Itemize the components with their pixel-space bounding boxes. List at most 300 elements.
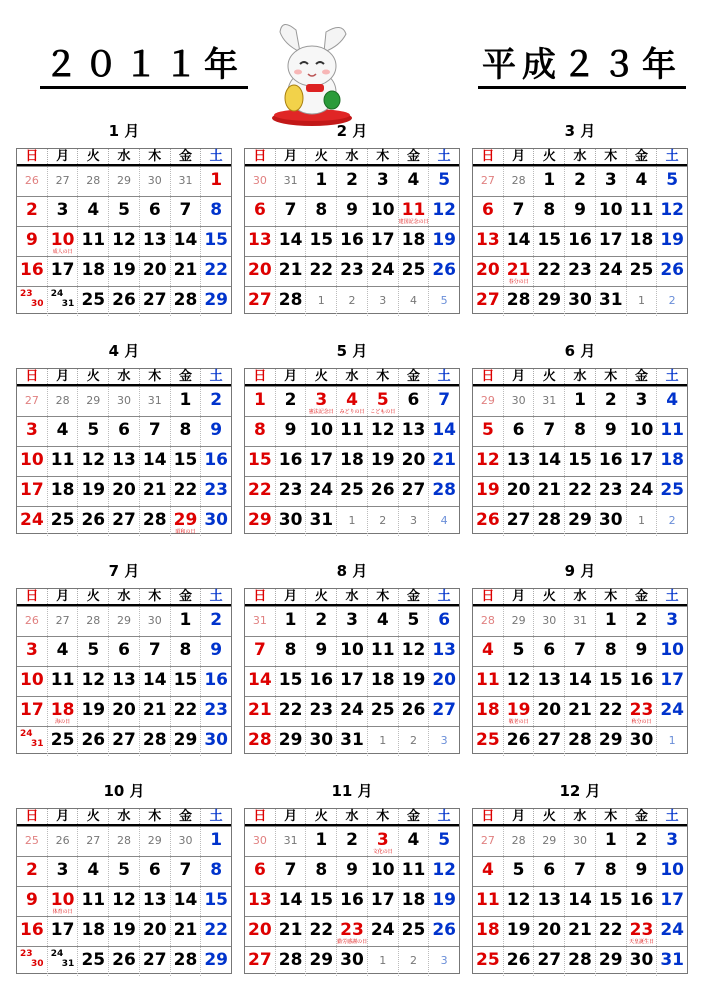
day-number: 14 bbox=[568, 670, 592, 690]
weekday-label: 金 bbox=[398, 149, 429, 164]
week-row bbox=[17, 416, 231, 446]
day-cell bbox=[336, 727, 367, 756]
week-row bbox=[245, 256, 459, 286]
day-number: 10 bbox=[50, 230, 75, 250]
holiday-cell bbox=[47, 227, 78, 256]
week-row bbox=[473, 726, 687, 756]
day-cell bbox=[336, 227, 367, 256]
day-number: 9 bbox=[635, 640, 648, 660]
day-cell bbox=[108, 447, 139, 476]
day-number: 3 bbox=[635, 390, 648, 410]
day-cell bbox=[305, 857, 336, 886]
day-cell bbox=[533, 287, 564, 316]
day-cell bbox=[305, 447, 336, 476]
day-cell bbox=[275, 947, 306, 976]
day-cell bbox=[564, 477, 595, 506]
weekday-label: 日 bbox=[25, 149, 39, 164]
holiday-name: 文化の日 bbox=[372, 849, 393, 855]
week-row bbox=[17, 726, 231, 756]
day-number: 9 bbox=[210, 420, 223, 440]
day-cell bbox=[503, 417, 534, 446]
day-number: 7 bbox=[574, 860, 586, 880]
day-number: 9 bbox=[25, 890, 38, 910]
day-cell bbox=[108, 227, 139, 256]
day-cell bbox=[656, 607, 687, 636]
day-number: 29 bbox=[117, 614, 132, 627]
day-number: 16 bbox=[629, 670, 654, 690]
day-number: 7 bbox=[253, 640, 266, 660]
day-cell bbox=[77, 827, 108, 856]
day-number: 2 bbox=[284, 390, 297, 410]
day-cell bbox=[108, 667, 139, 696]
weekday-label: 月 bbox=[275, 589, 306, 604]
weekday-label: 火 bbox=[533, 809, 564, 824]
day-cell bbox=[77, 197, 108, 226]
day-cell bbox=[200, 887, 231, 916]
holiday-name: みどりの日 bbox=[339, 409, 365, 415]
day-number: 22 bbox=[309, 260, 334, 280]
day-cell bbox=[336, 197, 367, 226]
day-number: 29 bbox=[568, 510, 592, 530]
day-cell bbox=[108, 387, 139, 416]
week-row bbox=[17, 196, 231, 226]
month-label: 3 月 bbox=[564, 122, 596, 140]
day-number: 24 bbox=[20, 510, 44, 530]
weekday-label: 木 bbox=[139, 589, 170, 604]
day-number: 18 bbox=[401, 890, 426, 910]
week-row bbox=[17, 946, 231, 976]
day-number: 31 bbox=[340, 730, 364, 750]
day-cell bbox=[275, 167, 306, 196]
day-cell bbox=[367, 697, 398, 726]
day-number: 7 bbox=[179, 200, 192, 220]
day-number: 1 bbox=[284, 610, 297, 630]
day-number: 13 bbox=[112, 670, 136, 690]
holiday-name: 天皇誕生日 bbox=[628, 939, 654, 945]
day-cell bbox=[428, 667, 459, 696]
day-number: 15 bbox=[309, 230, 334, 250]
day-cell bbox=[275, 417, 306, 446]
day-number: 14 bbox=[537, 450, 562, 470]
day-cell bbox=[398, 607, 429, 636]
day-number: 5 bbox=[512, 860, 525, 880]
day-cell bbox=[47, 917, 78, 946]
day-number: 4 bbox=[407, 170, 420, 190]
day-number: 9 bbox=[346, 200, 358, 220]
day-cell bbox=[503, 947, 534, 976]
day-number: 2 bbox=[604, 390, 617, 410]
day-number: 15 bbox=[248, 450, 272, 470]
day-cell bbox=[473, 477, 503, 506]
weekday-label: 水 bbox=[108, 149, 139, 164]
weekday-label: 金 bbox=[170, 149, 201, 164]
day-number: 26 bbox=[24, 174, 39, 187]
day-cell bbox=[47, 607, 78, 636]
day-cell bbox=[656, 257, 687, 286]
day-cell bbox=[170, 607, 201, 636]
day-number: 18 bbox=[81, 920, 106, 940]
day-cell bbox=[656, 827, 687, 856]
day-number: 10 bbox=[20, 450, 44, 470]
day-cell bbox=[595, 697, 626, 726]
day-cell bbox=[139, 947, 170, 976]
day-cell bbox=[533, 227, 564, 256]
day-number: 18 bbox=[50, 480, 75, 500]
week-row bbox=[473, 386, 687, 416]
day-number: 17 bbox=[309, 450, 334, 470]
week-row bbox=[245, 506, 459, 536]
weekday-label: 月 bbox=[47, 589, 78, 604]
day-number: 15 bbox=[278, 670, 303, 690]
day-cell bbox=[245, 227, 275, 256]
holiday-cell bbox=[626, 917, 657, 946]
day-number: 23 bbox=[204, 700, 228, 720]
week-row bbox=[473, 636, 687, 666]
day-number: 23 bbox=[20, 949, 33, 959]
weekday-header bbox=[17, 149, 231, 166]
title-western-year: ２０１１年 bbox=[40, 48, 248, 89]
day-cell bbox=[473, 167, 503, 196]
day-cell bbox=[503, 727, 534, 756]
weekday-label: 水 bbox=[336, 369, 367, 384]
day-number: 19 bbox=[432, 230, 456, 250]
week-row bbox=[245, 196, 459, 226]
day-number: 23 bbox=[598, 480, 623, 500]
day-number: 17 bbox=[629, 450, 654, 470]
day-cell bbox=[245, 167, 275, 196]
holiday-name: こどもの日 bbox=[370, 409, 396, 415]
day-cell bbox=[398, 917, 429, 946]
day-number: 23 bbox=[340, 920, 364, 940]
day-number: 28 bbox=[86, 614, 101, 627]
day-cell bbox=[305, 477, 336, 506]
day-number: 17 bbox=[20, 480, 44, 500]
day-cell bbox=[595, 917, 626, 946]
day-number: 27 bbox=[24, 394, 39, 407]
day-cell bbox=[17, 447, 47, 476]
day-cell bbox=[656, 887, 687, 916]
day-cell bbox=[626, 827, 657, 856]
day-number: 5 bbox=[666, 170, 679, 190]
day-number: 26 bbox=[660, 260, 684, 280]
week-row bbox=[245, 856, 459, 886]
day-number: 6 bbox=[438, 610, 451, 630]
day-number: 18 bbox=[370, 670, 395, 690]
day-number: 26 bbox=[81, 730, 106, 750]
month-calendar bbox=[244, 560, 460, 750]
day-number: 25 bbox=[476, 730, 500, 750]
month-label: 9 月 bbox=[564, 562, 596, 580]
day-number: 22 bbox=[204, 260, 228, 280]
day-cell bbox=[473, 197, 503, 226]
day-number: 1 bbox=[317, 294, 325, 307]
day-number: 16 bbox=[204, 450, 228, 470]
month-label: 1 月 bbox=[108, 122, 140, 140]
day-cell bbox=[170, 637, 201, 666]
week-row bbox=[473, 886, 687, 916]
day-cell bbox=[47, 417, 78, 446]
day-cell bbox=[595, 827, 626, 856]
day-cell bbox=[367, 417, 398, 446]
day-cell bbox=[305, 167, 336, 196]
day-cell bbox=[47, 477, 78, 506]
holiday-cell bbox=[47, 887, 78, 916]
weekday-label: 日 bbox=[25, 809, 39, 824]
weekday-label: 月 bbox=[275, 809, 306, 824]
day-number: 30 bbox=[31, 959, 44, 969]
day-number: 30 bbox=[252, 174, 267, 187]
day-number: 3 bbox=[56, 200, 69, 220]
day-number: 20 bbox=[248, 920, 272, 940]
weekday-label: 日 bbox=[253, 589, 267, 604]
week-row bbox=[17, 856, 231, 886]
day-cell bbox=[503, 887, 534, 916]
day-cell bbox=[367, 197, 398, 226]
day-cell bbox=[47, 167, 78, 196]
week-row bbox=[17, 666, 231, 696]
day-number: 21 bbox=[278, 260, 303, 280]
day-cell bbox=[564, 387, 595, 416]
weekday-label: 月 bbox=[503, 589, 534, 604]
day-number: 1 bbox=[543, 170, 556, 190]
holiday-cell bbox=[170, 507, 201, 536]
day-cell bbox=[336, 507, 367, 536]
day-cell bbox=[503, 447, 534, 476]
day-cell bbox=[170, 827, 201, 856]
day-cell bbox=[108, 637, 139, 666]
day-cell bbox=[626, 887, 657, 916]
day-cell bbox=[139, 477, 170, 506]
day-cell bbox=[626, 507, 657, 536]
day-cell bbox=[367, 257, 398, 286]
day-cell bbox=[564, 697, 595, 726]
day-number: 8 bbox=[315, 200, 328, 220]
day-number: 5 bbox=[407, 610, 420, 630]
weekday-label: 水 bbox=[108, 369, 139, 384]
week-row bbox=[245, 666, 459, 696]
day-cell bbox=[17, 697, 47, 726]
day-number: 16 bbox=[629, 890, 654, 910]
day-cell bbox=[170, 417, 201, 446]
day-number: 1 bbox=[637, 294, 645, 307]
day-number: 23 bbox=[278, 480, 303, 500]
day-number: 24 bbox=[50, 289, 64, 299]
day-number: 9 bbox=[210, 640, 223, 660]
weekday-label: 土 bbox=[428, 809, 459, 824]
day-cell bbox=[656, 857, 687, 886]
day-cell bbox=[336, 697, 367, 726]
day-number: 29 bbox=[598, 730, 623, 750]
day-cell bbox=[367, 637, 398, 666]
day-number: 21 bbox=[506, 260, 531, 280]
weekday-header bbox=[245, 809, 459, 826]
day-cell bbox=[275, 287, 306, 316]
day-cell bbox=[200, 417, 231, 446]
day-cell bbox=[170, 947, 201, 976]
weekday-label: 日 bbox=[481, 369, 495, 384]
day-cell bbox=[398, 637, 429, 666]
day-number: 30 bbox=[117, 394, 132, 407]
day-number: 2 bbox=[348, 294, 356, 307]
day-cell bbox=[77, 387, 108, 416]
day-number: 28 bbox=[506, 290, 531, 310]
day-cell bbox=[77, 287, 108, 316]
day-number: 4 bbox=[635, 170, 648, 190]
day-number: 11 bbox=[370, 640, 395, 660]
day-number: 15 bbox=[204, 230, 228, 250]
day-number: 2 bbox=[210, 390, 223, 410]
day-number: 15 bbox=[537, 230, 562, 250]
day-number: 8 bbox=[543, 200, 556, 220]
day-number: 25 bbox=[24, 834, 39, 847]
day-cell bbox=[17, 257, 47, 286]
day-number: 1 bbox=[604, 830, 617, 850]
month-grid bbox=[472, 368, 688, 534]
day-cell bbox=[473, 607, 503, 636]
weekday-header bbox=[473, 149, 687, 166]
day-cell bbox=[275, 607, 306, 636]
day-cell bbox=[17, 387, 47, 416]
day-cell bbox=[47, 827, 78, 856]
month-label: 6 月 bbox=[564, 342, 596, 360]
day-number: 28 bbox=[568, 950, 592, 970]
month-calendar bbox=[472, 780, 688, 970]
day-number: 10 bbox=[629, 420, 654, 440]
day-cell bbox=[428, 827, 459, 856]
day-cell bbox=[108, 417, 139, 446]
week-row bbox=[17, 476, 231, 506]
day-cell bbox=[17, 417, 47, 446]
weekday-label: 火 bbox=[533, 589, 564, 604]
day-number: 31 bbox=[660, 950, 684, 970]
day-number: 11 bbox=[81, 890, 106, 910]
day-number: 4 bbox=[56, 640, 69, 660]
day-number: 29 bbox=[147, 834, 162, 847]
day-cell bbox=[305, 917, 336, 946]
day-number: 2 bbox=[668, 514, 676, 527]
day-number: 11 bbox=[340, 420, 364, 440]
weekday-label: 土 bbox=[428, 149, 459, 164]
weekday-label: 土 bbox=[656, 809, 687, 824]
day-cell bbox=[626, 857, 657, 886]
day-number: 28 bbox=[55, 394, 70, 407]
weekday-header bbox=[473, 809, 687, 826]
day-number: 5 bbox=[118, 200, 130, 220]
weekday-header bbox=[245, 149, 459, 166]
day-cell bbox=[47, 387, 78, 416]
day-cell bbox=[17, 857, 47, 886]
day-cell bbox=[336, 257, 367, 286]
week-row bbox=[245, 636, 459, 666]
day-cell bbox=[626, 227, 657, 256]
day-cell bbox=[108, 607, 139, 636]
day-cell bbox=[595, 287, 626, 316]
day-number: 24 bbox=[309, 480, 334, 500]
day-number: 2 bbox=[379, 514, 387, 527]
week-row bbox=[473, 666, 687, 696]
day-number: 7 bbox=[512, 200, 525, 220]
day-cell bbox=[275, 887, 306, 916]
day-cell bbox=[656, 477, 687, 506]
day-number: 29 bbox=[117, 174, 132, 187]
day-cell bbox=[77, 637, 108, 666]
day-number: 2 bbox=[315, 610, 328, 630]
weekday-label: 金 bbox=[170, 809, 201, 824]
day-cell bbox=[108, 887, 139, 916]
day-number: 31 bbox=[147, 394, 162, 407]
day-number: 14 bbox=[278, 230, 303, 250]
day-cell bbox=[533, 857, 564, 886]
day-number: 9 bbox=[315, 640, 328, 660]
day-number: 11 bbox=[476, 890, 500, 910]
day-cell bbox=[656, 287, 687, 316]
day-cell bbox=[245, 637, 275, 666]
day-number: 14 bbox=[432, 420, 456, 440]
day-number: 22 bbox=[598, 700, 623, 720]
day-number: 4 bbox=[440, 514, 448, 527]
day-cell bbox=[200, 667, 231, 696]
day-number: 25 bbox=[476, 950, 500, 970]
day-number: 9 bbox=[604, 420, 617, 440]
day-number: 6 bbox=[407, 390, 420, 410]
day-number: 29 bbox=[511, 614, 526, 627]
day-cell bbox=[656, 227, 687, 256]
day-cell bbox=[626, 667, 657, 696]
day-number: 29 bbox=[173, 510, 198, 530]
day-number: 14 bbox=[248, 670, 272, 690]
day-cell bbox=[17, 947, 47, 976]
day-number: 23 bbox=[568, 260, 592, 280]
day-number: 6 bbox=[481, 200, 494, 220]
day-cell bbox=[305, 197, 336, 226]
day-cell bbox=[47, 667, 78, 696]
weekday-header bbox=[17, 369, 231, 386]
day-cell bbox=[428, 197, 459, 226]
day-number: 27 bbox=[480, 174, 495, 187]
day-cell bbox=[564, 607, 595, 636]
day-cell bbox=[305, 697, 336, 726]
day-cell bbox=[139, 257, 170, 286]
day-cell bbox=[428, 257, 459, 286]
weekday-label: 金 bbox=[626, 589, 657, 604]
month-calendar bbox=[472, 340, 688, 530]
day-number: 28 bbox=[86, 174, 101, 187]
day-number: 28 bbox=[432, 480, 456, 500]
week-row bbox=[17, 696, 231, 726]
week-row bbox=[473, 696, 687, 726]
weekday-label: 木 bbox=[367, 589, 398, 604]
day-cell bbox=[595, 257, 626, 286]
day-number: 3 bbox=[25, 420, 38, 440]
day-cell bbox=[305, 417, 336, 446]
day-cell bbox=[428, 227, 459, 256]
day-cell bbox=[275, 667, 306, 696]
day-number: 1 bbox=[637, 514, 645, 527]
day-number: 25 bbox=[629, 260, 654, 280]
day-cell bbox=[108, 257, 139, 286]
day-number: 20 bbox=[142, 920, 167, 940]
day-number: 16 bbox=[20, 920, 44, 940]
day-cell bbox=[367, 507, 398, 536]
weekday-label: 木 bbox=[367, 809, 398, 824]
holiday-name: 昭和の日 bbox=[175, 529, 196, 535]
month-grid bbox=[16, 148, 232, 314]
day-number: 20 bbox=[506, 480, 531, 500]
day-number: 19 bbox=[112, 920, 136, 940]
day-cell bbox=[503, 477, 534, 506]
day-cell bbox=[275, 507, 306, 536]
day-cell bbox=[595, 637, 626, 666]
